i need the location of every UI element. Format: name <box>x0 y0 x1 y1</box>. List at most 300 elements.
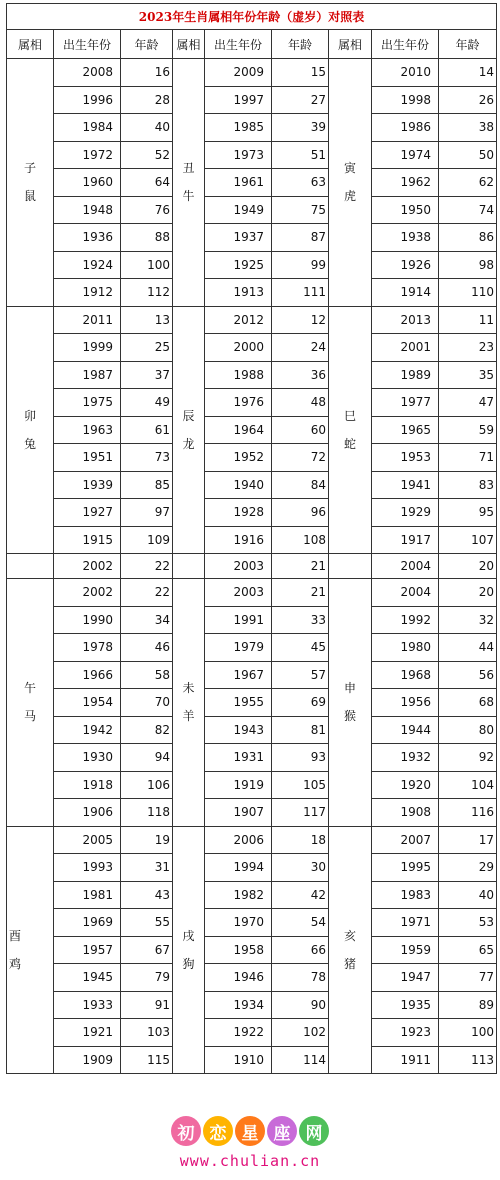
zodiac-char: 申 <box>343 681 356 696</box>
table-row <box>7 881 497 909</box>
age-cell: 48 <box>272 389 329 417</box>
age-cell: 78 <box>272 964 329 992</box>
zodiac-label <box>173 579 205 827</box>
table-row <box>7 114 497 142</box>
table-row <box>7 689 497 717</box>
age-cell: 22 <box>121 554 173 579</box>
logo-char-badge: 网 <box>299 1116 329 1146</box>
birth-year-cell: 1973 <box>205 141 272 169</box>
birth-year-cell: 1908 <box>372 799 439 827</box>
birth-year-cell: 1965 <box>372 416 439 444</box>
age-cell: 43 <box>121 881 173 909</box>
zodiac-char: 卯 <box>23 408 36 423</box>
age-cell: 21 <box>272 554 329 579</box>
zodiac-char: 蛇 <box>343 436 356 451</box>
logo-char-badge: 初 <box>171 1116 201 1146</box>
birth-year-cell: 1964 <box>205 416 272 444</box>
birth-year-cell: 1928 <box>205 499 272 527</box>
birth-year-cell: 1997 <box>205 86 272 114</box>
zodiac-char: 猴 <box>343 709 356 724</box>
age-cell: 55 <box>121 909 173 937</box>
age-cell: 86 <box>439 224 497 252</box>
birth-year-cell: 1916 <box>205 526 272 554</box>
birth-year-cell: 1935 <box>372 991 439 1019</box>
birth-year-cell: 1911 <box>372 1046 439 1074</box>
age-cell: 91 <box>121 991 173 1019</box>
age-cell: 45 <box>272 634 329 662</box>
birth-year-cell: 1968 <box>372 661 439 689</box>
birth-year-cell: 1961 <box>205 169 272 197</box>
birth-year-cell: 1909 <box>54 1046 121 1074</box>
table-row <box>7 416 497 444</box>
zodiac-label <box>7 306 54 554</box>
zodiac-char: 兔 <box>23 436 36 451</box>
birth-year-cell: 1996 <box>54 86 121 114</box>
age-cell: 68 <box>439 689 497 717</box>
age-cell: 83 <box>439 471 497 499</box>
age-cell: 46 <box>121 634 173 662</box>
table-row <box>7 799 497 827</box>
birth-year-cell: 1936 <box>54 224 121 252</box>
zodiac-char: 子 <box>23 161 36 176</box>
table-row <box>7 306 497 334</box>
zodiac-char: 丑 <box>182 161 195 176</box>
age-cell: 94 <box>121 744 173 772</box>
birth-year-cell: 1988 <box>205 361 272 389</box>
header-year: 出生年份 <box>205 30 272 59</box>
age-cell: 42 <box>272 881 329 909</box>
age-cell: 26 <box>439 86 497 114</box>
birth-year-cell: 1951 <box>54 444 121 472</box>
birth-year-cell: 1925 <box>205 251 272 279</box>
birth-year-cell: 2009 <box>205 59 272 87</box>
age-cell: 58 <box>121 661 173 689</box>
birth-year-cell: 2003 <box>205 554 272 579</box>
age-cell: 40 <box>439 881 497 909</box>
birth-year-cell: 1913 <box>205 279 272 307</box>
zodiac-label <box>329 306 372 554</box>
age-cell: 65 <box>439 936 497 964</box>
age-cell: 112 <box>121 279 173 307</box>
age-cell: 53 <box>439 909 497 937</box>
age-cell: 89 <box>439 991 497 1019</box>
age-cell: 30 <box>272 854 329 882</box>
age-cell: 100 <box>121 251 173 279</box>
zodiac-age-table <box>6 3 497 1074</box>
age-cell: 61 <box>121 416 173 444</box>
zodiac-char: 鸡 <box>9 956 22 971</box>
table-row <box>7 826 497 854</box>
zodiac-char: 猪 <box>343 956 356 971</box>
birth-year-cell: 1974 <box>372 141 439 169</box>
age-cell: 73 <box>121 444 173 472</box>
age-cell: 63 <box>272 169 329 197</box>
age-cell: 80 <box>439 716 497 744</box>
table-row <box>7 936 497 964</box>
birth-year-cell: 1929 <box>372 499 439 527</box>
age-cell: 71 <box>439 444 497 472</box>
zodiac-char: 未 <box>182 681 195 696</box>
birth-year-cell: 1991 <box>205 606 272 634</box>
age-cell: 76 <box>121 196 173 224</box>
birth-year-cell: 1920 <box>372 771 439 799</box>
age-cell: 39 <box>272 114 329 142</box>
age-cell: 62 <box>439 169 497 197</box>
zodiac-char: 马 <box>23 709 36 724</box>
page-title: 2023年生肖属相年份年龄（虚岁）对照表 <box>7 4 497 30</box>
birth-year-cell: 1998 <box>372 86 439 114</box>
age-cell: 29 <box>439 854 497 882</box>
age-cell: 96 <box>272 499 329 527</box>
birth-year-cell: 1933 <box>54 991 121 1019</box>
birth-year-cell: 2004 <box>372 554 439 579</box>
age-cell: 40 <box>121 114 173 142</box>
table-row <box>7 361 497 389</box>
birth-year-cell: 1958 <box>205 936 272 964</box>
birth-year-cell: 1971 <box>372 909 439 937</box>
age-cell: 14 <box>439 59 497 87</box>
zodiac-char: 牛 <box>182 189 195 204</box>
age-cell: 74 <box>439 196 497 224</box>
header-year: 出生年份 <box>54 30 121 59</box>
birth-year-cell: 1948 <box>54 196 121 224</box>
birth-year-cell: 1931 <box>205 744 272 772</box>
table-row <box>7 224 497 252</box>
birth-year-cell: 1927 <box>54 499 121 527</box>
birth-year-cell: 1970 <box>205 909 272 937</box>
age-cell: 27 <box>272 86 329 114</box>
table-row <box>7 499 497 527</box>
birth-year-cell: 1977 <box>372 389 439 417</box>
birth-year-cell: 1934 <box>205 991 272 1019</box>
birth-year-cell: 1967 <box>205 661 272 689</box>
age-cell: 107 <box>439 526 497 554</box>
birth-year-cell: 1999 <box>54 334 121 362</box>
birth-year-cell: 1952 <box>205 444 272 472</box>
birth-year-cell: 1943 <box>205 716 272 744</box>
header-year: 出生年份 <box>372 30 439 59</box>
age-cell: 28 <box>121 86 173 114</box>
table-row <box>7 389 497 417</box>
age-cell: 16 <box>121 59 173 87</box>
birth-year-cell: 1939 <box>54 471 121 499</box>
birth-year-cell: 1912 <box>54 279 121 307</box>
age-cell: 87 <box>272 224 329 252</box>
age-cell: 116 <box>439 799 497 827</box>
zodiac-char: 鼠 <box>23 189 36 204</box>
birth-year-cell: 1992 <box>372 606 439 634</box>
zodiac-char: 虎 <box>343 189 356 204</box>
table-row <box>7 526 497 554</box>
age-cell: 72 <box>272 444 329 472</box>
age-cell: 56 <box>439 661 497 689</box>
table-row <box>7 634 497 662</box>
zodiac-char: 午 <box>23 681 36 696</box>
header-age: 年龄 <box>439 30 497 59</box>
age-cell: 103 <box>121 1019 173 1047</box>
birth-year-cell: 1941 <box>372 471 439 499</box>
birth-year-cell: 2001 <box>372 334 439 362</box>
birth-year-cell: 2012 <box>205 306 272 334</box>
birth-year-cell: 1960 <box>54 169 121 197</box>
table-row <box>7 991 497 1019</box>
birth-year-cell: 1975 <box>54 389 121 417</box>
age-cell: 70 <box>121 689 173 717</box>
age-cell: 36 <box>272 361 329 389</box>
age-cell: 88 <box>121 224 173 252</box>
birth-year-cell: 1956 <box>372 689 439 717</box>
age-cell: 105 <box>272 771 329 799</box>
birth-year-cell: 1966 <box>54 661 121 689</box>
zodiac-label <box>173 59 205 307</box>
age-cell: 57 <box>272 661 329 689</box>
birth-year-cell: 1981 <box>54 881 121 909</box>
zodiac-char: 亥 <box>343 928 356 943</box>
age-cell: 117 <box>272 799 329 827</box>
birth-year-cell: 1921 <box>54 1019 121 1047</box>
birth-year-cell: 1940 <box>205 471 272 499</box>
birth-year-cell: 1919 <box>205 771 272 799</box>
birth-year-cell: 1979 <box>205 634 272 662</box>
table-row <box>7 606 497 634</box>
birth-year-cell: 1918 <box>54 771 121 799</box>
birth-year-cell: 1953 <box>372 444 439 472</box>
birth-year-cell: 1990 <box>54 606 121 634</box>
zodiac-label <box>329 826 372 1074</box>
table-row <box>7 59 497 87</box>
zodiac-label <box>7 579 54 827</box>
birth-year-cell: 1976 <box>205 389 272 417</box>
table-row <box>7 744 497 772</box>
age-cell: 32 <box>439 606 497 634</box>
birth-year-cell: 2008 <box>54 59 121 87</box>
age-cell: 18 <box>272 826 329 854</box>
birth-year-cell: 2010 <box>372 59 439 87</box>
age-cell: 77 <box>439 964 497 992</box>
birth-year-cell: 1978 <box>54 634 121 662</box>
age-cell: 97 <box>121 499 173 527</box>
age-cell: 102 <box>272 1019 329 1047</box>
birth-year-cell: 1944 <box>372 716 439 744</box>
birth-year-cell: 1985 <box>205 114 272 142</box>
table-row <box>7 854 497 882</box>
birth-year-cell: 2000 <box>205 334 272 362</box>
age-cell: 38 <box>439 114 497 142</box>
birth-year-cell: 2002 <box>54 554 121 579</box>
age-cell: 111 <box>272 279 329 307</box>
age-cell: 51 <box>272 141 329 169</box>
zodiac-label <box>7 826 54 1074</box>
empty-zodiac-cell <box>329 554 372 579</box>
zodiac-char: 羊 <box>182 709 195 724</box>
birth-year-cell: 1947 <box>372 964 439 992</box>
birth-year-cell: 1932 <box>372 744 439 772</box>
age-cell: 81 <box>272 716 329 744</box>
zodiac-char: 狗 <box>182 956 195 971</box>
birth-year-cell: 1907 <box>205 799 272 827</box>
birth-year-cell: 1954 <box>54 689 121 717</box>
birth-year-cell: 1987 <box>54 361 121 389</box>
table-row <box>7 251 497 279</box>
age-cell: 11 <box>439 306 497 334</box>
table-row <box>7 471 497 499</box>
birth-year-cell: 1984 <box>54 114 121 142</box>
age-cell: 37 <box>121 361 173 389</box>
age-cell: 106 <box>121 771 173 799</box>
empty-zodiac-cell <box>173 554 205 579</box>
birth-year-cell: 1980 <box>372 634 439 662</box>
birth-year-cell: 1930 <box>54 744 121 772</box>
age-cell: 113 <box>439 1046 497 1074</box>
zodiac-char: 寅 <box>343 161 356 176</box>
empty-zodiac-cell <box>7 554 54 579</box>
birth-year-cell: 1957 <box>54 936 121 964</box>
header-zodiac: 属相 <box>173 30 205 59</box>
birth-year-cell: 1995 <box>372 854 439 882</box>
birth-year-cell: 2013 <box>372 306 439 334</box>
table-row <box>7 444 497 472</box>
birth-year-cell: 1989 <box>372 361 439 389</box>
age-cell: 59 <box>439 416 497 444</box>
birth-year-cell: 2006 <box>205 826 272 854</box>
age-cell: 22 <box>121 579 173 607</box>
age-cell: 25 <box>121 334 173 362</box>
table-row <box>7 169 497 197</box>
age-cell: 64 <box>121 169 173 197</box>
age-cell: 20 <box>439 579 497 607</box>
logo-badges <box>171 1116 329 1146</box>
age-cell: 114 <box>272 1046 329 1074</box>
table-row <box>7 554 497 579</box>
age-cell: 79 <box>121 964 173 992</box>
age-cell: 104 <box>439 771 497 799</box>
age-cell: 108 <box>272 526 329 554</box>
age-cell: 54 <box>272 909 329 937</box>
header-zodiac: 属相 <box>329 30 372 59</box>
birth-year-cell: 1969 <box>54 909 121 937</box>
birth-year-cell: 1937 <box>205 224 272 252</box>
birth-year-cell: 1986 <box>372 114 439 142</box>
birth-year-cell: 1915 <box>54 526 121 554</box>
age-cell: 13 <box>121 306 173 334</box>
age-cell: 82 <box>121 716 173 744</box>
age-cell: 95 <box>439 499 497 527</box>
birth-year-cell: 1993 <box>54 854 121 882</box>
zodiac-char: 巳 <box>343 408 356 423</box>
table-row <box>7 279 497 307</box>
age-cell: 34 <box>121 606 173 634</box>
age-cell: 31 <box>121 854 173 882</box>
table-row <box>7 196 497 224</box>
birth-year-cell: 2007 <box>372 826 439 854</box>
age-cell: 69 <box>272 689 329 717</box>
age-cell: 85 <box>121 471 173 499</box>
header-zodiac: 属相 <box>7 30 54 59</box>
age-cell: 109 <box>121 526 173 554</box>
birth-year-cell: 1949 <box>205 196 272 224</box>
birth-year-cell: 1972 <box>54 141 121 169</box>
birth-year-cell: 1906 <box>54 799 121 827</box>
table-row <box>7 579 497 607</box>
table-row <box>7 1019 497 1047</box>
birth-year-cell: 1959 <box>372 936 439 964</box>
birth-year-cell: 1917 <box>372 526 439 554</box>
table-row <box>7 86 497 114</box>
birth-year-cell: 1938 <box>372 224 439 252</box>
age-cell: 115 <box>121 1046 173 1074</box>
birth-year-cell: 1914 <box>372 279 439 307</box>
zodiac-char: 戌 <box>182 928 195 943</box>
birth-year-cell: 2002 <box>54 579 121 607</box>
age-cell: 17 <box>439 826 497 854</box>
age-cell: 100 <box>439 1019 497 1047</box>
age-cell: 98 <box>439 251 497 279</box>
birth-year-cell: 1945 <box>54 964 121 992</box>
age-cell: 21 <box>272 579 329 607</box>
birth-year-cell: 1994 <box>205 854 272 882</box>
age-cell: 84 <box>272 471 329 499</box>
birth-year-cell: 2005 <box>54 826 121 854</box>
birth-year-cell: 2003 <box>205 579 272 607</box>
birth-year-cell: 1962 <box>372 169 439 197</box>
birth-year-cell: 1982 <box>205 881 272 909</box>
age-cell: 110 <box>439 279 497 307</box>
age-cell: 24 <box>272 334 329 362</box>
birth-year-cell: 2011 <box>54 306 121 334</box>
site-logo <box>0 1116 500 1170</box>
birth-year-cell: 1926 <box>372 251 439 279</box>
header-age: 年龄 <box>272 30 329 59</box>
age-cell: 12 <box>272 306 329 334</box>
age-cell: 60 <box>272 416 329 444</box>
logo-char-badge: 座 <box>267 1116 297 1146</box>
site-url: www.chulian.cn <box>179 1152 321 1170</box>
birth-year-cell: 1946 <box>205 964 272 992</box>
birth-year-cell: 1923 <box>372 1019 439 1047</box>
age-cell: 67 <box>121 936 173 964</box>
age-cell: 47 <box>439 389 497 417</box>
zodiac-label <box>173 306 205 554</box>
birth-year-cell: 1924 <box>54 251 121 279</box>
age-cell: 99 <box>272 251 329 279</box>
birth-year-cell: 1950 <box>372 196 439 224</box>
age-cell: 118 <box>121 799 173 827</box>
age-cell: 23 <box>439 334 497 362</box>
table-row <box>7 141 497 169</box>
table-row <box>7 716 497 744</box>
birth-year-cell: 1963 <box>54 416 121 444</box>
age-cell: 93 <box>272 744 329 772</box>
birth-year-cell: 1942 <box>54 716 121 744</box>
age-cell: 35 <box>439 361 497 389</box>
age-cell: 19 <box>121 826 173 854</box>
zodiac-label <box>329 59 372 307</box>
zodiac-label <box>173 826 205 1074</box>
zodiac-char: 辰 <box>182 408 195 423</box>
table-row <box>7 1046 497 1074</box>
logo-char-badge: 星 <box>235 1116 265 1146</box>
zodiac-label <box>329 579 372 827</box>
zodiac-char: 酉 <box>9 928 22 943</box>
age-cell: 92 <box>439 744 497 772</box>
age-cell: 44 <box>439 634 497 662</box>
age-cell: 75 <box>272 196 329 224</box>
birth-year-cell: 1922 <box>205 1019 272 1047</box>
birth-year-cell: 1983 <box>372 881 439 909</box>
age-cell: 52 <box>121 141 173 169</box>
table-row <box>7 771 497 799</box>
header-age: 年龄 <box>121 30 173 59</box>
